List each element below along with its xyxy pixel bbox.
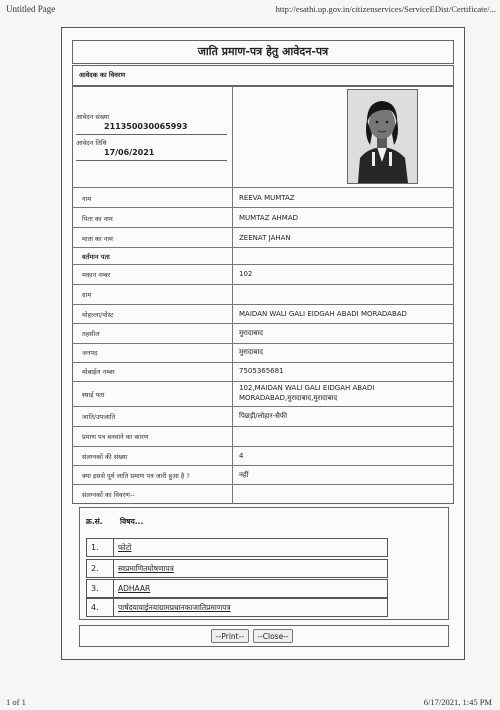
print-button[interactable]: --Print-- [211, 629, 249, 643]
browser-url: http://esathi.up.gov.in/citizenservices/ServiceEDist/Certificate/... [275, 4, 496, 14]
application-number: 211350030065993 [104, 122, 188, 131]
application-date-label: आवेदन तिथि [76, 139, 107, 147]
attachment-count-label: संलग्नकों की संख्या [82, 453, 128, 461]
caste-label: जाति/उपजाति [82, 413, 116, 421]
mobile-label: मोबाईल नम्बर [82, 368, 115, 376]
mother-name-value: ZEENAT JAHAN [239, 234, 291, 242]
row-divider [72, 343, 454, 344]
row-divider [72, 323, 454, 324]
serial-column-header: क्र.सं. [86, 517, 103, 526]
form-title: जाति प्रमाण-पत्र हेतु आवेदन-पत्र [72, 40, 454, 64]
caste-value: पिछड़ी/लोहार-सैफी [239, 412, 288, 420]
attachment-link[interactable]: ADHAAR [118, 584, 151, 593]
tehsil-value: मुरादाबाद [239, 329, 263, 337]
browser-page-title: Untitled Page [6, 4, 56, 14]
attachment-number: 3. [91, 584, 99, 593]
row-divider [72, 187, 454, 188]
certificate-reason-label: प्रमाण पत्र बनवाने का कारण [82, 433, 149, 441]
page-count: 1 of 1 [6, 697, 26, 707]
row-divider [72, 362, 454, 363]
father-name-value: MUMTAZ AHMAD [239, 214, 299, 222]
attachment-number: 1. [91, 543, 99, 552]
attachments-header [86, 517, 144, 527]
attachment-row [86, 598, 388, 617]
previous-certificate-label: क्या इससे पूर्व जाति प्रमाण पत्र जारी हुआ है ? [82, 472, 190, 480]
name-label: नाम [82, 195, 92, 203]
row-divider [72, 264, 454, 265]
row-divider [72, 484, 454, 485]
father-name-label: पिता का नाम [82, 215, 113, 223]
application-number-label: आवेदन संख्या [76, 113, 110, 121]
close-button[interactable]: --Close-- [253, 629, 293, 643]
house-number-value: 102 [239, 270, 253, 278]
mother-name-label: माता का नाम [82, 235, 113, 243]
attachments-details-label: संलग्नकों का विवरण-- [82, 491, 135, 499]
attachment-link[interactable]: पार्षदयावाईनयाग्रामप्रधानकाजातिप्रमाणपत्र [118, 603, 231, 612]
application-info [76, 112, 227, 164]
district-value: मुरादाबाद [239, 348, 263, 356]
row-divider [72, 406, 454, 407]
divider [113, 580, 114, 597]
mobile-value: 7505365681 [239, 367, 284, 375]
divider [113, 599, 114, 616]
previous-certificate-value: नहीं [239, 471, 249, 479]
application-date: 17/06/2021 [104, 148, 155, 157]
locality-label: मोहल्ला/पोस्ट [82, 311, 114, 319]
name-value: REEVA MUMTAZ [239, 194, 295, 202]
attachment-count-value: 4 [239, 452, 244, 460]
attachment-number: 2. [91, 564, 99, 573]
row-divider [72, 227, 454, 228]
permanent-address-label: स्थाई पता [82, 391, 105, 399]
row-divider [72, 247, 454, 248]
divider [76, 134, 227, 135]
row-divider [72, 207, 454, 208]
tehsil-label: तहसील [82, 330, 100, 338]
attachment-link[interactable]: स्वप्रमाणितघोषणापत्र [118, 564, 174, 573]
district-label: जनपद [82, 349, 98, 357]
row-divider [72, 284, 454, 285]
permanent-address-line2: MORADABAD,मुरादाबाद,मुरादाबाद [239, 394, 338, 402]
divider [113, 539, 114, 556]
divider [76, 160, 227, 161]
house-number-label: मकान नम्बर [82, 271, 111, 279]
attachment-row [86, 579, 388, 598]
row-divider [72, 381, 454, 382]
applicant-photo [347, 89, 418, 184]
locality-value: MAIDAN WALI GALI EIDGAH ABADI MORADABAD [239, 310, 407, 318]
row-divider [72, 426, 454, 427]
column-divider [232, 86, 233, 504]
row-divider [72, 446, 454, 447]
current-address-label: वर्तमान पता [82, 253, 110, 261]
print-datetime: 6/17/2021, 1:45 PM [423, 697, 492, 707]
divider [113, 560, 114, 577]
row-divider [72, 465, 454, 466]
section-label: आवेदक का विवरण [72, 65, 454, 86]
attachment-link[interactable]: फोटो [118, 543, 132, 552]
village-label: ग्राम [82, 291, 92, 299]
attachment-number: 4. [91, 603, 99, 612]
attachment-row [86, 538, 388, 557]
attachment-row [86, 559, 388, 578]
subject-column-header: विषय... [120, 517, 144, 526]
permanent-address-line1: 102,MAIDAN WALI GALI EIDGAH ABADI [239, 384, 375, 392]
row-divider [72, 304, 454, 305]
